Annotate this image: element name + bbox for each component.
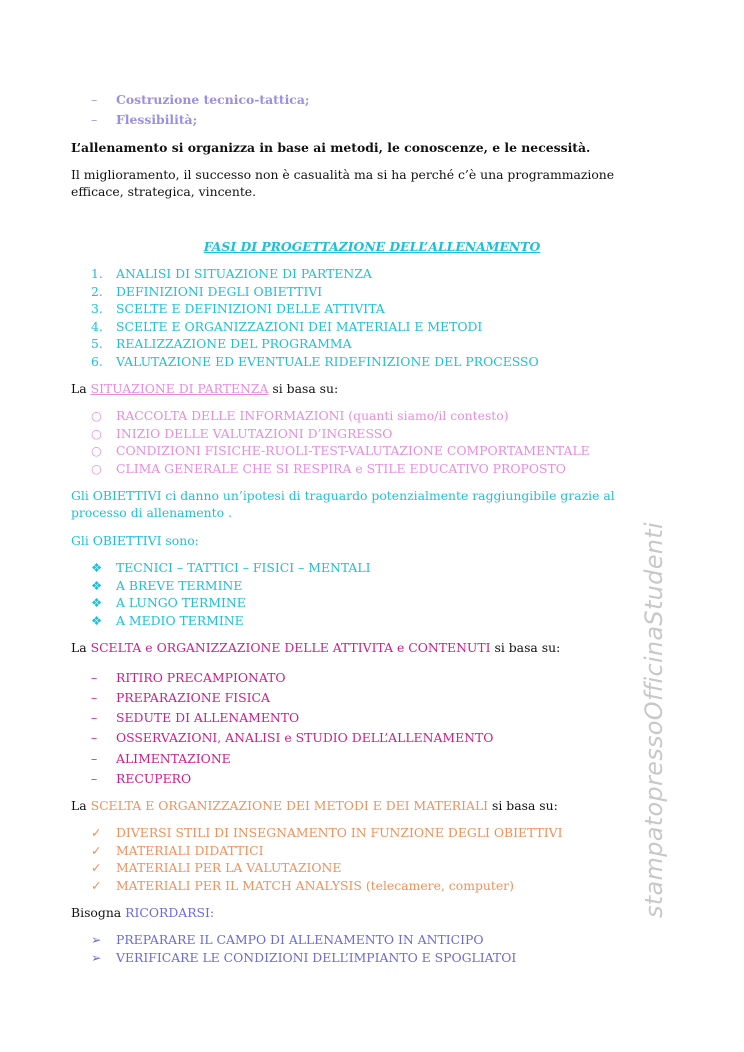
arrow-bullet: ➢ [91, 932, 102, 947]
situazione-item: CONDIZIONI FISICHE-RUOLI-TEST-VALUTAZIONE COMPORTAMENTALE [116, 443, 590, 458]
list-number: 6. [91, 354, 103, 369]
phase-item: DEFINIZIONI DEGLI OBIETTIVI [116, 284, 323, 299]
text-segment: e [145, 640, 153, 655]
list-item: Flessibilità; [116, 112, 198, 127]
metodi-item: DIVERSI STILI DI INSEGNAMENTO IN FUNZIONE DEGLI OBIETTIVI [116, 825, 563, 840]
list-number: 4. [91, 319, 103, 334]
list-number: 2. [91, 284, 103, 299]
attivita-item: RECUPERO [116, 771, 192, 786]
metodi-item: MATERIALI DIDATTICI [116, 843, 264, 858]
list-number: 3. [91, 301, 103, 316]
dash-bullet: – [91, 710, 98, 725]
dash-bullet: – [91, 771, 98, 786]
phase-item: SCELTE E ORGANIZZAZIONI DEI MATERIALI E METODI [116, 319, 483, 334]
attivita-item: OSSERVAZIONI, ANALISI e STUDIO DELL’ALLENAMENTO [116, 730, 494, 745]
check-bullet: ✓ [91, 878, 102, 893]
ricordarsi-keyword: RICORDARSI: [125, 905, 215, 920]
attivita-keyword: ORGANIZZAZIONE DELLE ATTIVITA [156, 640, 394, 655]
attivita-item: RITIRO PRECAMPIONATO [116, 670, 286, 685]
check-bullet: ✓ [91, 860, 102, 875]
dash-bullet: – [91, 670, 98, 685]
metodi-intro [71, 797, 558, 814]
watermark: stampatopressoOfficinaStudenti [640, 522, 668, 918]
diamond-bullet: ❖ [91, 578, 103, 593]
phase-item: ANALISI DI SITUAZIONE DI PARTENZA [116, 266, 372, 281]
circle-bullet: ○ [91, 426, 102, 441]
obiettivi-paragraph: Gli OBIETTIVI ci danno un’ipotesi di traguardo potenzialmente raggiungibile grazie al processo di allenamento . [71, 488, 615, 520]
dash-bullet: – [91, 751, 98, 766]
dash-bullet: – [91, 690, 98, 705]
obiettivi-item: A MEDIO TERMINE [116, 613, 244, 628]
phase-item: SCELTE E DEFINIZIONI DELLE ATTIVITA [116, 301, 385, 316]
text-segment: si basa su: [272, 381, 339, 396]
text-segment: si basa su: [492, 798, 558, 813]
attivita-keyword: CONTENUTI [408, 640, 491, 655]
list-number: 1. [91, 266, 103, 281]
dash-bullet: – [91, 730, 98, 745]
text-segment: Bisogna [71, 905, 122, 920]
diamond-bullet: ❖ [91, 595, 103, 610]
situazione-intro [71, 380, 338, 397]
diamond-bullet: ❖ [91, 560, 103, 575]
metodi-keyword: SCELTA E ORGANIZZAZIONE DEI METODI E DEI MATERIALI [90, 798, 489, 813]
situazione-item: CLIMA GENERALE CHE SI RESPIRA e STILE EDUCATIVO PROPOSTO [116, 461, 566, 476]
attivita-item: ALIMENTAZIONE [116, 751, 231, 766]
list-number: 5. [91, 336, 103, 351]
check-bullet: ✓ [91, 825, 102, 840]
circle-bullet: ○ [91, 408, 102, 423]
text-segment: La [71, 381, 87, 396]
metodi-item: MATERIALI PER LA VALUTAZIONE [116, 860, 342, 875]
ricordarsi-intro [71, 904, 214, 921]
attivita-keyword: SCELTA [90, 640, 142, 655]
ricordarsi-item: VERIFICARE LE CONDIZIONI DELL’IMPIANTO E SPOGLIATOI [116, 950, 517, 965]
phase-item: REALIZZAZIONE DEL PROGRAMMA [116, 336, 352, 351]
list-item: Costruzione tecnico-tattica; [116, 92, 310, 107]
ricordarsi-item: PREPARARE IL CAMPO DI ALLENAMENTO IN ANTICIPO [116, 932, 484, 947]
check-bullet: ✓ [91, 843, 102, 858]
diamond-bullet: ❖ [91, 613, 103, 628]
phase-item: VALUTAZIONE ED EVENTUALE RIDEFINIZIONE DEL PROCESSO [116, 354, 539, 369]
text-segment: e [397, 640, 405, 655]
obiettivi-item: TECNICI – TATTICI – FISICI – MENTALI [116, 560, 371, 575]
dash-bullet: – [91, 112, 98, 127]
text-segment: si basa su: [494, 640, 561, 655]
arrow-bullet: ➢ [91, 950, 102, 965]
situazione-keyword: SITUAZIONE DI PARTENZA [90, 381, 269, 396]
intro-bold-line: L’allenamento si organizza in base ai metodi, le conoscenze, e le necessità. [71, 140, 591, 155]
obiettivi-item: A LUNGO TERMINE [116, 595, 246, 610]
circle-bullet: ○ [91, 461, 102, 476]
circle-bullet: ○ [91, 443, 102, 458]
attivita-item: SEDUTE DI ALLENAMENTO [116, 710, 300, 725]
obiettivi-intro: Gli OBIETTIVI sono: [71, 533, 199, 548]
text-segment: La [71, 798, 87, 813]
attivita-item: PREPARAZIONE FISICA [116, 690, 270, 705]
text-segment: La [71, 640, 87, 655]
intro-paragraph: Il miglioramento, il successo non è casualità ma si ha perché c’è una programmazione efficace, strategica, vincente. [71, 167, 615, 199]
situazione-item: INIZIO DELLE VALUTAZIONI D’INGRESSO [116, 426, 393, 441]
dash-bullet: – [91, 92, 98, 107]
attivita-intro [71, 639, 560, 656]
situazione-item: RACCOLTA DELLE INFORMAZIONI (quanti siamo/il contesto) [116, 408, 509, 423]
section-title: FASI DI PROGETTAZIONE DELL’ALLENAMENTO [203, 239, 541, 254]
metodi-item: MATERIALI PER IL MATCH ANALYSIS (telecamere, computer) [116, 878, 514, 893]
obiettivi-item: A BREVE TERMINE [116, 578, 243, 593]
